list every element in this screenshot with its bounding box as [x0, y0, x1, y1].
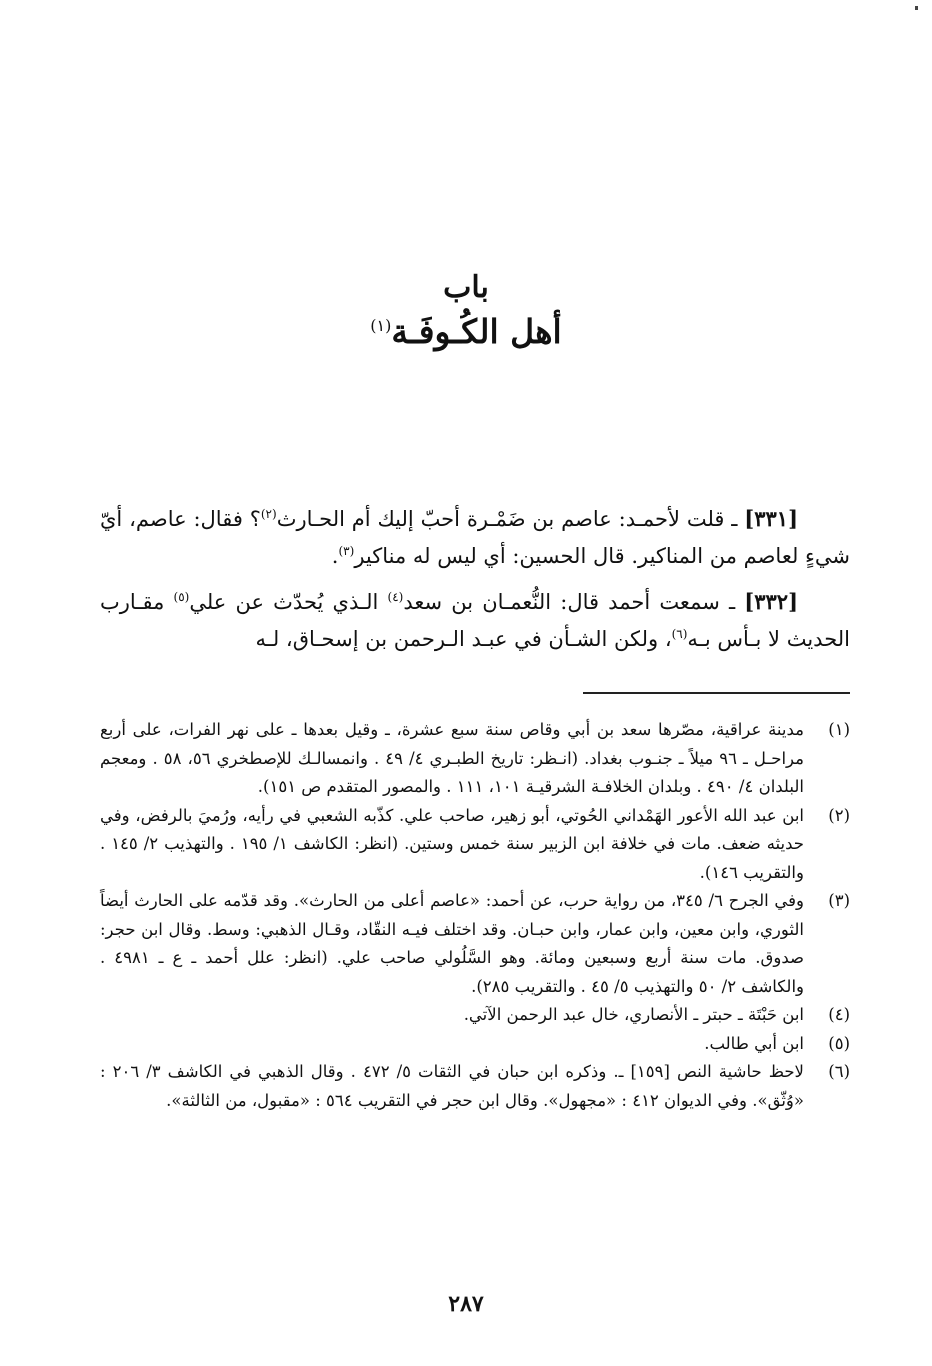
page-number: ٢٨٧ — [448, 1291, 484, 1317]
footnote-ref: (٦) — [671, 627, 688, 641]
footnote-text: ابن عبد الله الأعور الهَمْداني الحُوتي، أبو زهير، صاحب علي. كذّبه الشعبي في رأيه، ورُميَ بالرفض، وفي حديثه ضعف. مات في خلافة ابن الزبير سنة خمس وستين. (انظر: الكاشف ١/ ١٩٥ . والتهذيب ٢/ ١٤٥ . والتقريب ١٤٦). — [100, 805, 804, 882]
footnote-number: (٤) — [828, 1005, 850, 1024]
paragraph-text: ـ قلت لأحمـد: عاصم بن ضَمْـرة أحبّ إليك أم الحـارث — [276, 507, 745, 531]
paragraph-text: ، ولكن الشـأن في عبـد الـرحمن بن إسحـاق، لـه — [255, 627, 672, 651]
footnote-ref: (٤) — [387, 590, 404, 604]
footnote-4 — [100, 1001, 850, 1030]
paragraph-332 — [100, 583, 850, 658]
footnote-text: لاحظ حاشية النص [١٥٩] ـ. وذكره ابن حبان في الثقات ٥/ ٤٧٢ . وقال الذهبي في الكاشف ٣/ ٢٠٦ : «وُثّق». وفي الديوان ٤١٢ : «مجهول». وقال ابن حجر في التقريب ٥٦٤ : «مقبول، من الثالثة». — [100, 1062, 804, 1110]
paragraph-text: ـ سمعت أحمد قال: النُّعمـان بن سعد — [403, 590, 745, 614]
footnote-ref: (٣) — [338, 544, 355, 558]
paragraph-text: ؟ فقال: عاصم، أيّ شيءٍ لعاصم من المناكير. قال الحسين: أي ليس له مناكير — [100, 507, 850, 568]
footnote-2 — [100, 802, 850, 888]
footnote-text: مدينة عراقية، مصّرها سعد بن أبي وقاص سنة سبع عشرة، ـ وقيل بعدها ـ على نهر الفرات، على أربع مراحـل ـ ٩٦ ميلاً ـ جنـوب بغداد. (انـظر: تاريخ الطبـري ٤/ ٤٩ . وانمسالـك للإصطخري ٥٦، ٥٨ . ومعجم البلدان ٤/ ٤٩٠ . وبلدان الخلافـة الشرقيـة ١٠١، ١١١ . والمصور المتقدم ص ١٥١). — [100, 720, 804, 796]
chapter-title — [0, 312, 932, 351]
footnote-number: (١) — [828, 720, 850, 739]
footnote-number: (٥) — [828, 1033, 850, 1053]
chapter-title-text: أهل الكُـوفَـة — [391, 312, 562, 351]
footnote-divider — [583, 692, 850, 694]
main-text — [100, 500, 850, 658]
footnote-6 — [100, 1058, 850, 1115]
footnote-3 — [100, 887, 850, 1001]
chapter-title-bab: باب — [443, 270, 489, 305]
footnotes — [100, 716, 850, 1115]
paragraph-text: . — [331, 544, 339, 568]
paragraph-331 — [100, 500, 850, 575]
footnote-ref: (٥) — [173, 590, 190, 604]
footnote-text: ابن أبي طالب. — [704, 1033, 804, 1053]
footnote-number: (٣) — [828, 891, 850, 910]
footnote-1 — [100, 716, 850, 802]
footnote-ref: (٢) — [260, 507, 277, 521]
footnote-number: (٢) — [828, 805, 850, 825]
corner-mark — [915, 6, 918, 10]
paragraph-text: مقـارب الحديث لا بـأس بـه — [100, 590, 850, 651]
chapter-footnote-ref: (١) — [370, 316, 392, 335]
paragraph-text: الـذي يُحدّث عن علي — [189, 590, 388, 614]
report-number: [٣٣٢] — [744, 589, 798, 614]
footnote-5 — [100, 1030, 850, 1059]
footnote-text: وفي الجرح ٦/ ٣٤٥، من رواية حرب، عن أحمد: «عاصم أعلى من الحارث». وقد قدّمه على الحارث أيضاً الثوري، وابن معين، وابن عمار، وابن حبـان. وقد اختلف فيـه النقّاد، وقـال الذهبي: وسط. وقال ابن حجر: صدوق. مات سنة أربع وسبعين ومائة. وهو السَّلُولي صاحب علي. (انظر: علل أحمد ـ ع ـ ٤٩٨١ . والكاشف ٢/ ٥٠ والتهذيب ٥/ ٤٥ . والتقريب ٢٨٥). — [100, 891, 805, 996]
footnote-text: ابن حَبْتَة ـ حبتر ـ الأنصاري، خال عبد الرحمن الآتي. — [463, 1005, 804, 1024]
footnote-number: (٦) — [828, 1062, 850, 1081]
report-number: [٣٣١] — [744, 506, 799, 531]
